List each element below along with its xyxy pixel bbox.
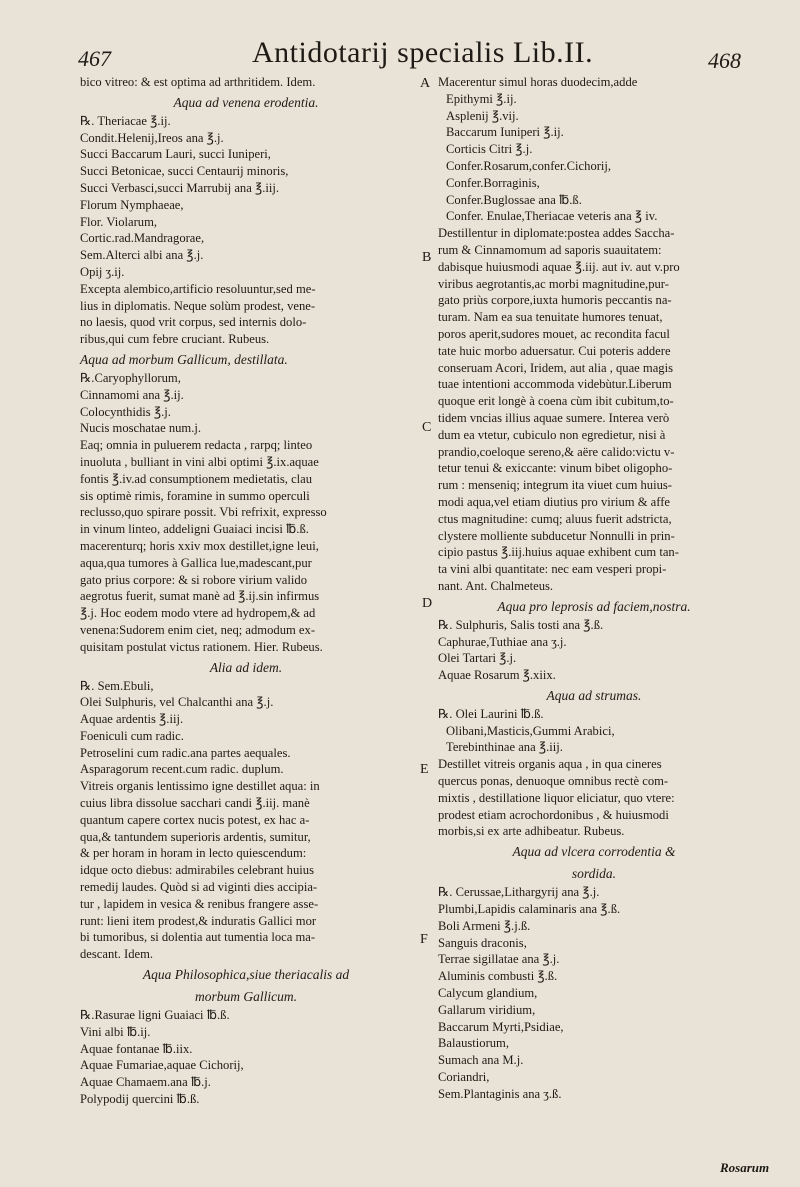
section-heading: Aqua ad strumas. [546,687,642,703]
text-line: Polypodij quercini ℔.ß. [80,1092,200,1107]
text-line: tidem vncias illius aquae sumere. Interea verò [438,410,670,425]
text-line: bi tumoribus, si dolentia aut tumentia loca ma- [80,930,316,945]
text-line: Sumach ana M.j. [438,1053,524,1068]
text-line: bico vitreo: & est optima ad arthritidem. Idem. [80,75,316,89]
margin-letter-a: A [420,76,431,91]
text-line: Destillet vitreis organis aqua , in qua cineres [438,757,662,772]
text-line: Baccarum Iuniperi ℥.ij. [446,125,564,140]
text-line: Petroselini cum radic.ana partes aequales. [80,745,291,760]
margin-letter-b: B [422,250,432,265]
page-number-left: 467 [78,46,111,71]
text-line: Foeniculi cum radic. [80,728,184,743]
text-line: Asplenij ℥.vij. [446,108,519,123]
text-line: fontis ℥.iv.ad consumptionem medietatis, clau [80,471,313,486]
text-line: remedij laudes. Quòd si ad viginti dies accipia- [80,880,318,895]
left-column [80,74,412,1108]
text-line: Condit.Helenij,Ireos ana ℥.j. [80,130,224,145]
text-line: descant. Idem. [80,947,154,962]
margin-letter-f: F [420,932,428,947]
text-line: viribus aegrotantis,ac morbi magnitudine,pur- [438,276,669,291]
text-line: Aquae Chamaem.ana ℔.j. [80,1075,211,1090]
text-line: rum : menseniq; integrum ita viuet cum huius- [438,478,672,493]
text-line: Aquae fontanae ℔.iix. [80,1041,193,1056]
text-line: Olei Sulphuris, vel Chalcanthi ana ℥.j. [80,695,274,710]
text-line: ℞. Sem.Ebuli, [80,678,154,693]
text-line: Aquae ardentis ℥.iij. [80,712,184,727]
text-line: gato prius corpore: & si robore virium valido [80,572,307,587]
section-heading: morbum Gallicum. [195,989,297,1005]
text-line: ℞. Cerussae,Lithargyrij ana ℥.j. [438,885,600,900]
text-line: Confer. Enulae,Theriacae veteris ana ℥ iv. [446,209,658,224]
text-line: Sanguis draconis, [438,935,527,950]
text-line: gato priùs corpore,iuxta humoris peccantis na- [438,293,672,308]
text-line: tuae intentioni accommoda videbùtur.Liberum [438,377,672,392]
text-line: Calycum glandium, [438,986,538,1001]
margin-letter-c: C [422,420,432,435]
text-line: morbis,si ex arte adhibeatur. Rubeus. [438,824,625,839]
text-line: aqua,qua tumores à Gallica lue,madescant,pur [80,555,312,570]
text-line: ℞. Olei Laurini ℔.ß. [438,706,544,721]
text-line: Florum Nymphaeae, [80,197,184,212]
text-line: Succi Verbasci,succi Marrubij ana ℥.iij. [80,180,280,195]
text-line: Macerentur simul horas duodecim,adde [438,75,638,89]
text-line: ta vini albi quantitate: nec eam vesperi propi- [438,562,667,577]
text-line: Destillentur in diplomate:postea addes Saccha- [438,226,675,241]
text-line: Nucis moschatae num.j. [80,421,202,436]
text-line: inuoluta , bulliant in vini albi optimi ℥.ix.aquae [80,454,319,469]
text-line: ℞.Caryophyllorum, [80,370,181,385]
text-line: Terrae sigillatae ana ℥.j. [438,952,560,967]
text-line: cuius libra dissolue sacchari candi ℥.iij. manè [80,796,310,811]
text-line: Gallarum viridium, [438,1002,536,1017]
text-line: runt: lieni item prodest,& induratis Gallici mor [80,913,317,928]
text-line: Vitreis organis lentissimo igne destillet aqua: in [80,779,320,794]
text-line: Confer.Borraginis, [446,175,540,190]
text-line: ribus,qui cum febre cruciant. Rubeus. [80,332,270,347]
text-line: mixtis , destillatione liquor eliciatur, quo vtere: [438,790,675,805]
section-heading: Aqua pro leprosis ad faciem,nostra. [497,598,691,614]
text-line: Aquae Rosarum ℥.xiix. [438,668,556,683]
section-heading: Aqua ad venena erodentia. [173,94,319,110]
text-line: aegrotus fuerit, sumat manè ad ℥.ij.sin infirmus [80,589,320,604]
text-line: Vini albi ℔.ij. [80,1024,151,1039]
catchword: Rosarum [720,1160,770,1175]
text-line: turam. Nam ea sua tenuitate humores tenuat, [438,310,663,325]
section-heading: Aqua Philosophica,siue theriacalis ad [142,967,350,983]
text-line: qua,& tantundem superioris ardentis, sumitur, [80,829,311,844]
text-line: prodest etiam acrochordonibus , & huiusmodi [438,807,669,822]
text-line: quantum capere cortex nucis potest, ex hac a- [80,812,310,827]
text-line: Succi Betonicae, succi Centaurij minoris, [80,164,289,179]
text-line: Confer.Buglossae ana ℔.ß. [446,192,582,207]
text-line: cipio pastus ℥.iij.huius aquae exhibent cum tan- [438,545,679,560]
text-line: Plumbi,Lapidis calaminaris ana ℥.ß. [438,902,621,917]
margin-letter-d: D [422,596,433,611]
text-line: Cortic.rad.Mandragorae, [80,231,205,246]
text-line: ℞. Sulphuris, Salis tosti ana ℥.ß. [438,617,604,632]
text-line: no laesis, quod vrit corpus, sed internis dolo- [80,315,307,330]
text-line: dum ea vtetur, cubiculo non egredietur, nisi à [438,427,666,442]
text-line: macerenturq; horis xxiv mox destillet,igne leui, [80,538,319,553]
text-line: Olibani,Masticis,Gummi Arabici, [446,723,615,738]
text-line: Balaustiorum, [438,1036,510,1051]
text-line: Opij ʒ.ij. [80,264,125,279]
text-line: poros aperit,sudores mouet, ac recondita facul [438,326,670,341]
text-line: Confer.Rosarum,confer.Cichorij, [446,158,612,173]
section-heading: Alia ad idem. [209,659,283,675]
text-line: Asparagorum recent.cum radic. duplum. [80,762,284,777]
text-line: Coriandri, [438,1070,490,1085]
text-line: Terebinthinae ana ℥.iij. [446,740,563,755]
text-line: rum & Cinnamomum ad saporis suauitatem: [438,242,662,257]
text-line: prandio,coeloque sereno,& aëre calido:victu v- [438,444,675,459]
text-line: Aquae Fumariae,aquae Cichorij, [80,1058,244,1073]
text-line: sis optimè rimis, foramine in summo operculi [80,488,310,503]
text-line: tur , lapidem in vesica & renibus frangere asse- [80,896,319,911]
text-line: modi aqua,vel etiam diutius pro virium & affe [438,494,671,509]
text-line: ℞.Rasurae ligni Guaiaci ℔.ß. [80,1008,230,1023]
text-line: lius in diplomatis. Neque solùm prodest, vene- [80,298,316,313]
text-line: quoque erit longè à coena cùm ibit cubitum,to- [438,394,674,409]
text-line: ctus magnitudine: cumq; aluus fuerit adstricta, [438,511,672,526]
page-number-right: 468 [708,48,741,73]
text-line: ℥.j. Hoc eodem modo vtere ad hydropem,& ad [80,606,316,621]
text-line: reclusso,quo spirare possit. Vbi refrixit, expresso [80,505,327,520]
text-line: Aluminis combusti ℥.ß. [438,969,558,984]
text-line: idque octo diebus: admirabiles celebrant huius [80,863,314,878]
text-line: Caphurae,Tuthiae ana ʒ.j. [438,634,567,649]
text-line: Boli Armeni ℥.j.ß. [438,918,531,933]
text-line: Baccarum Myrti,Psidiae, [438,1019,564,1034]
text-line: quercus ponas, denuoque omnibus rectè com- [438,774,669,789]
text-line: ℞. Theriacae ℥.ij. [80,113,171,128]
text-line: Cinnamomi ana ℥.ij. [80,387,184,402]
text-line: Flor. Violarum, [80,214,158,229]
text-line: nant. Ant. Chalmeteus. [438,578,554,593]
text-line: conseruam Acori, Iridem, aut alia , quae magis [438,360,674,375]
text-line: Sem.Alterci albi ana ℥.j. [80,248,204,263]
text-line: Excepta alembico,artificio resoluuntur,sed me- [80,281,316,296]
section-heading: Aqua ad vlcera corrodentia & [512,844,676,860]
margin-letter-e: E [420,762,429,777]
text-line: Eaq; omnia in puluerem redacta , rarpq; linteo [80,438,313,453]
text-line: Colocynthidis ℥.j. [80,404,171,419]
text-line: Olei Tartari ℥.j. [438,651,517,666]
text-line: Corticis Citri ℥.j. [446,142,533,157]
section-heading: sordida. [571,866,617,882]
text-line: clystere molliente subducetur Nonnulli in prin- [438,528,675,543]
text-line: Epithymi ℥.ij. [446,91,517,106]
running-title: Antidotarij specialis Lib.II. [252,36,594,69]
text-line: & per horam in horam in lecto quiescendum: [80,846,307,861]
text-line: venena:Sudorem enim ciet, neq; admodum ex- [80,622,316,637]
text-line: in vinum linteo, addeligni Guaiaci incisi ℔.ß. [80,522,309,537]
section-heading: Aqua ad morbum Gallicum, destillata. [80,351,288,367]
text-line: dabisque huiusmodi aquae ℥.iij. aut iv. aut v.pro [438,259,680,274]
right-column [438,74,750,1103]
text-line: Succi Baccarum Lauri, succi Iuniperi, [80,147,271,162]
text-line: tate huic morbo aduersatur. Cui poteris addere [438,343,671,358]
text-line: Sem.Plantaginis ana ʒ.ß. [438,1086,562,1101]
text-line: tetur tenui & exiccante: vinum bibet oligopho- [438,461,673,476]
text-line: quisitam postulat victus rationem. Hier. Rubeus. [80,639,323,654]
